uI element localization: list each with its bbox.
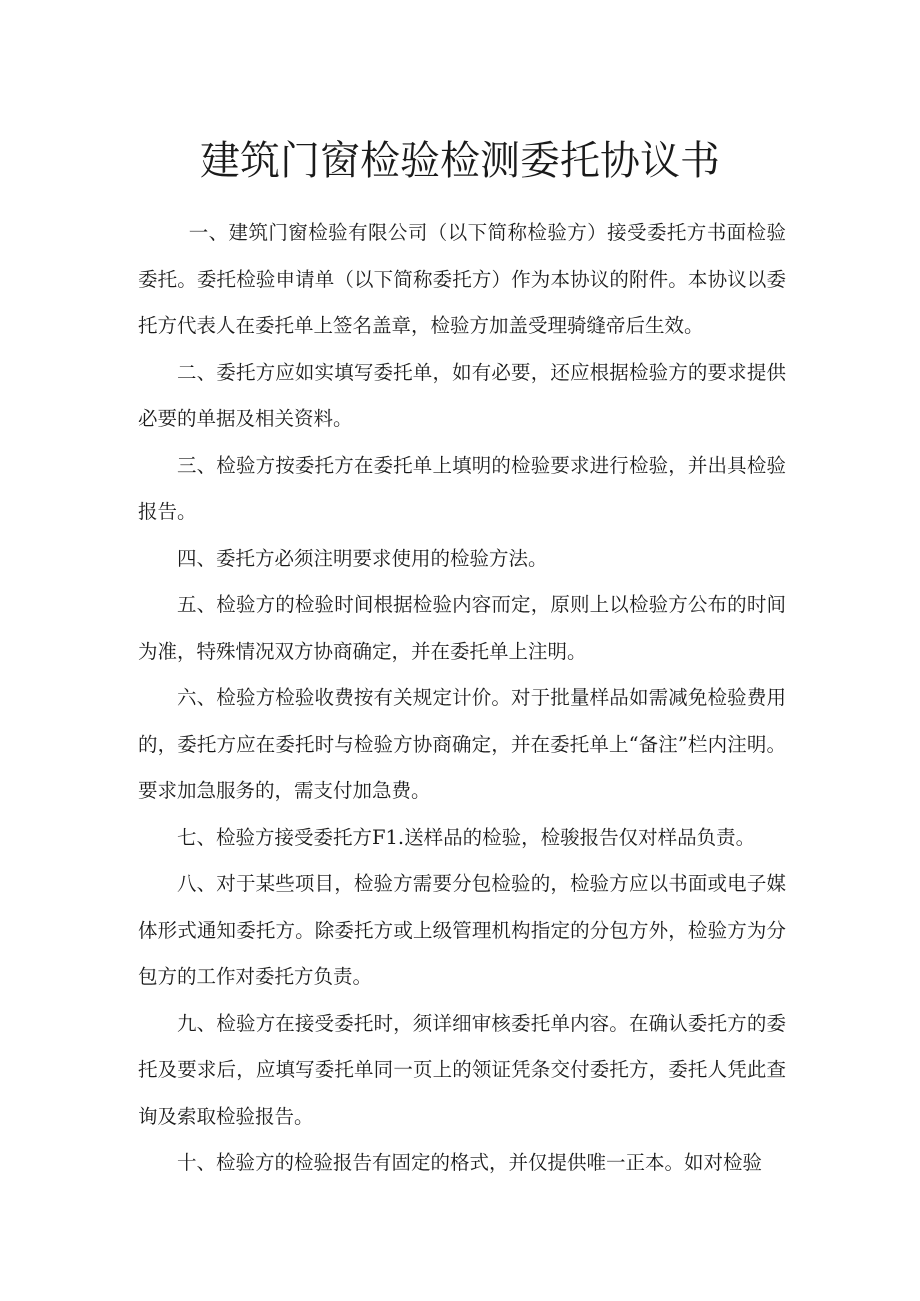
clause-6: 六、检验方检验收费按有关规定计价。对于批量样品如需减免检验费用的，委托方应在委托时与检验方协商确定，并在委托单上“备注”栏内注明。要求加急服务的，需支付加急费。 <box>138 686 786 802</box>
clause-5: 五、检验方的检验时间根据检验内容而定，原则上以检验方公布的时间为准，特殊情况双方协商确定，并在委托单上注明。 <box>138 593 786 663</box>
clause-7: 七、检验方接受委托方F1.送样品的检验，检骏报告仅对样品负责。 <box>177 825 756 849</box>
document-body <box>138 210 786 1187</box>
clause-2: 二、委托方应如实填写委托单，如有必要，还应根据检验方的要求提供必要的单据及相关资料。 <box>138 360 786 430</box>
clause-8: 八、对于某些项目，检验方需要分包检验的，检验方应以书面或电子媒体形式通知委托方。除委托方或上级管理机构指定的分包方外，检验方为分包方的工作对委托方负责。 <box>138 872 786 988</box>
clause-10: 十、检验方的检验报告有固定的格式，并仅提供唯一正本。如对检验 <box>177 1151 763 1174</box>
document-title: 建筑门窗检验检测委托协议书 <box>200 137 720 184</box>
clause-1: 一、建筑门窗检验有限公司（以下简称检验方）接受委托方书面检验委托。委托检验申请单（以下简称委托方）作为本协议的附件。本协议以委托方代表人在委托单上签名盖章，检验方加盖受理骑缝帝后生效。 <box>138 221 786 337</box>
clause-4: 四、委托方必须注明要求使用的检验方法。 <box>177 546 548 570</box>
clause-9: 九、检验方在接受委托时，须详细审核委托单内容。在确认委托方的委托及要求后，应填写委托单同一页上的领证凭条交付委托方，委托人凭此查询及索取检验报告。 <box>138 1011 786 1128</box>
clause-3: 三、检验方按委托方在委托单上填明的检验要求进行检验，并出具检验报告。 <box>138 453 786 523</box>
